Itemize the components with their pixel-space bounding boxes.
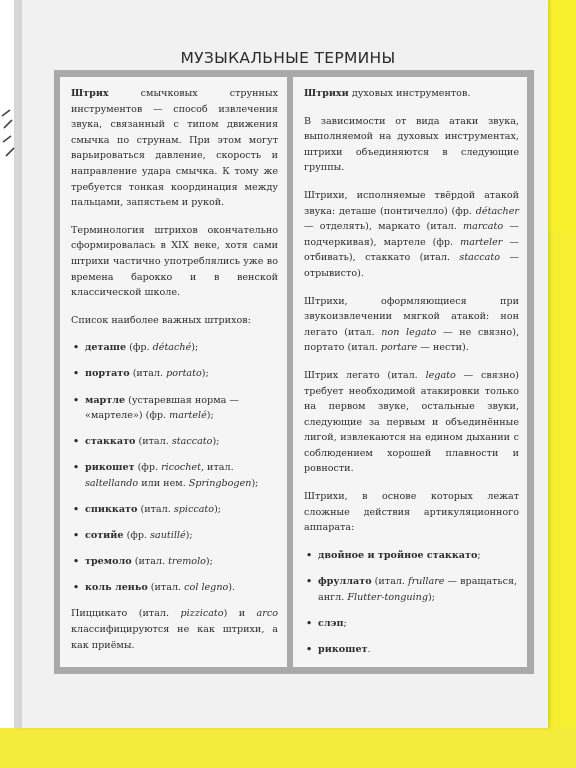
margin-mark-icon [0,108,18,168]
list-heading: Список наиболее важных штрихов: [71,314,251,326]
list-item: • слэп; [304,616,519,632]
page-title: МУЗЫКАЛЬНЫЕ ТЕРМИНЫ [180,49,396,67]
wind-paragraph-4: Штрих легато (итал. legato — связно) требует необходимой атакировки только на первом звуке, остальные звуки, следующие за первым и объединённые лигой, извлекаются на едином дыхании с соблюдением хорошей плавности и ровности. [304,369,520,475]
wind-strokes-column [293,77,527,667]
wind-paragraph-3: Штрихи, оформляющиеся при звукоизвлечении мягкой атакой: нон легато (итал. non legato — не связно), портато (итал. portare — нести). [304,295,519,354]
list-item: • портато (итал. portato); [71,366,278,382]
intro-term: Штрих [71,88,109,99]
string-strokes-list [71,340,278,596]
list-item: • спиккато (итал. spiccato); [71,502,278,518]
book-edge-bottom [0,728,576,768]
list-item: • рикошет (фр. ricochet, итал. saltellando или нем. Springbogen); [71,460,278,491]
list-item: • тремоло (итал. tremolo); [71,554,278,570]
wind-strokes-list [304,548,519,657]
wind-paragraph-5: Штрихи, в основе которых лежат сложные действия артикуляционного аппарата: [304,491,519,534]
wind-paragraph-1: В зависимости от вида атаки звука, выполняемой на духовых инструментах, штрихи объединяются в следующие группы. [304,115,519,174]
wind-paragraph-2: Штрихи, исполняемые твёрдой атакой звука: деташе (понтичелло) (фр. détacher — отделять), маркато (итал. marcato — подчеркивая), мартеле (фр. marteler — отбивать), стаккато (итал. staccato — отрывисто). [304,189,519,279]
list-item: • коль леньо (итал. col legno). [71,580,278,596]
list-item: • рикошет. [304,642,519,658]
closing-paragraph: Пиццикато (итал. pizzicato) и arco классифицируются не как штрихи, а как приёмы. [71,608,278,651]
list-item: • стаккато (итал. staccato); [71,434,278,450]
wind-heading: Штрихи духовых инструментов. [304,88,471,99]
string-strokes-column [60,77,287,667]
intro-paragraph: Штрих смычковых струнных инструментов — способ извлечения звука, связанный с типом движения смычка по струнам. При этом могут варьироваться давление, скорость и направление удара смычка. К тому же требуется тонкая координация между пальцами, запястьем и рукой. [71,88,278,209]
list-item: • мартле (устаревшая норма — «мартеле») (фр. martelé); [71,393,278,424]
list-item: • фруллато (итал. frullare — вращаться, англ. Flutter-tonguing); [304,574,519,605]
book-edge-top [546,0,576,260]
history-paragraph: Терминология штрихов окончательно сформировалась в XIX веке, хотя сами штрихи частично употреблялись уже во времена барокко и в венской классической школе. [71,224,278,299]
list-item: • двойное и тройное стаккато; [304,548,519,564]
list-item: • сотийе (фр. sautillé); [71,528,278,544]
list-item: • деташе (фр. détaché); [71,340,278,356]
